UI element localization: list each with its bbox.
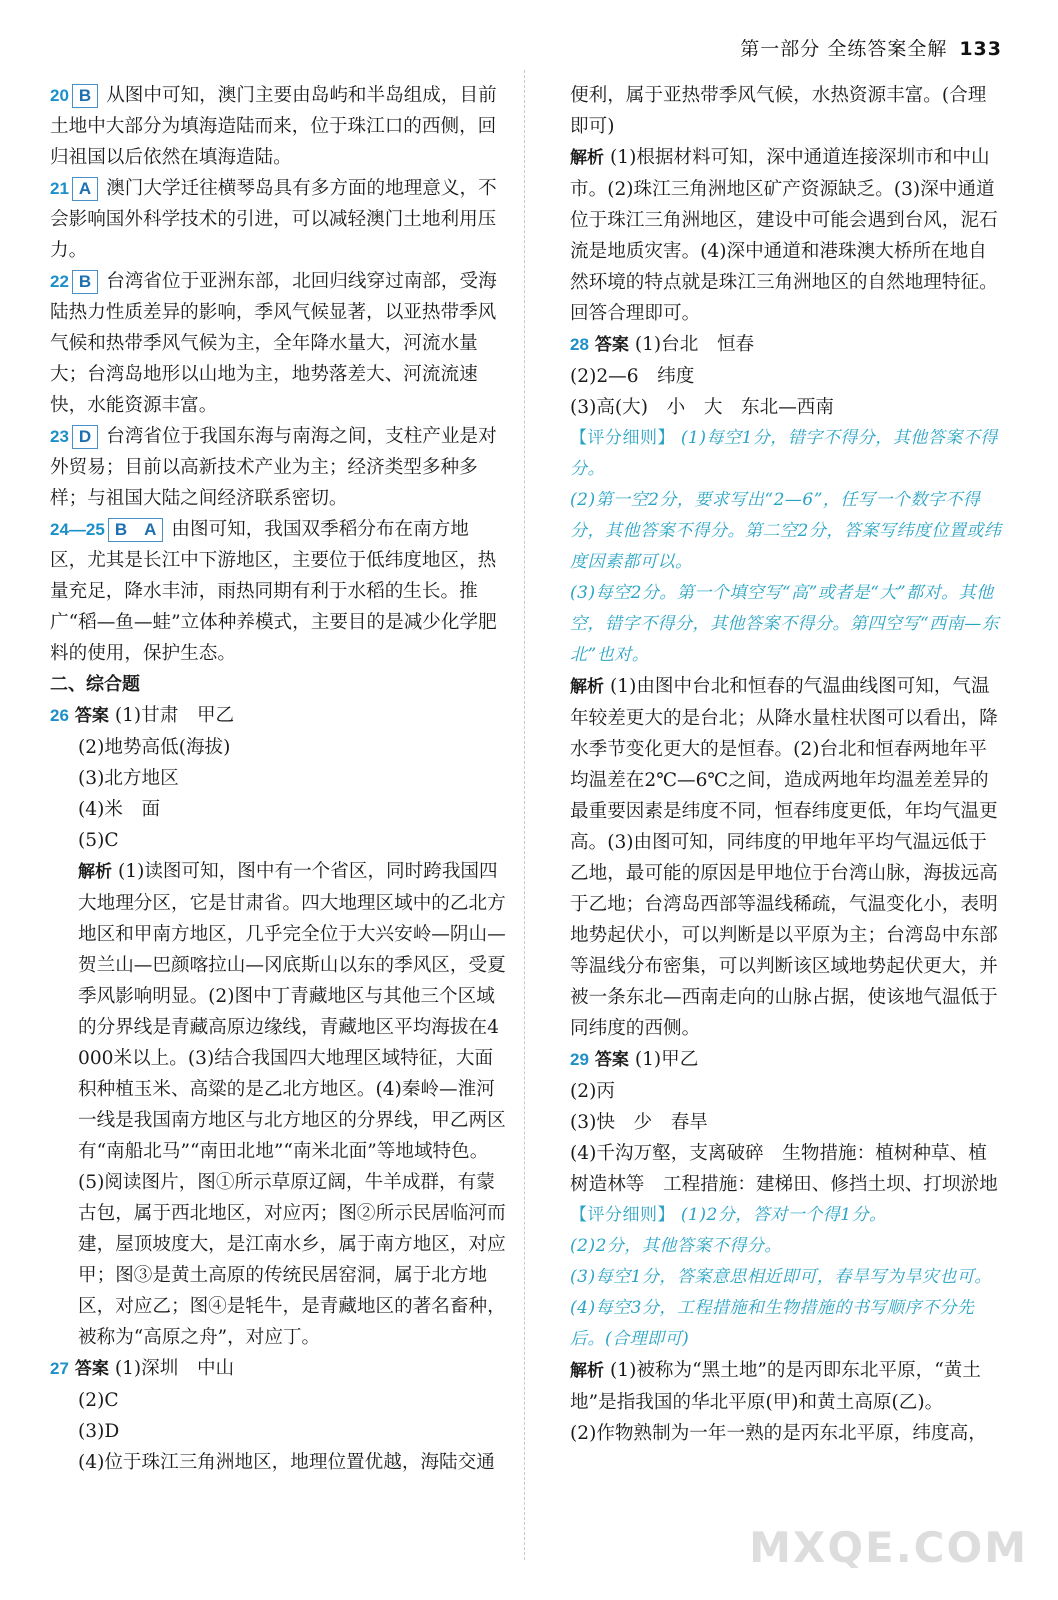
answer-line: (1)深圳 中山	[114, 1358, 235, 1379]
answer-line: (3)D	[78, 1421, 120, 1442]
question-28-analysis	[570, 671, 1004, 1044]
answer-box: B A	[108, 518, 164, 542]
analysis-tag: 解析	[570, 677, 604, 697]
answer-line: (2)丙	[570, 1081, 615, 1102]
question-27-analysis	[570, 142, 1004, 329]
answer-tag: 答案	[74, 706, 109, 726]
question-21	[50, 173, 506, 266]
question-27-answer	[50, 1353, 506, 1385]
answer-line: (1)甘肃 甲乙	[114, 705, 235, 726]
answer-tag: 答案	[594, 1050, 629, 1070]
explanation-text: 从图中可知，澳门主要由岛屿和半岛组成，目前土地中大部分为填海造陆而来，位于珠江口的西侧，回归祖国以后依然在填海造陆。	[50, 85, 497, 168]
question-number: 26	[50, 706, 69, 725]
answer-line: (2)C	[78, 1390, 119, 1411]
scoring-rule-text: (2)第一空2分，要求写出“2—6”，任写一个数字不得分，其他答案不得分。第二空2分，答案写纬度位置或纬度因素都可以。	[570, 490, 1002, 572]
page-number: 133	[959, 38, 1002, 60]
left-column	[50, 80, 506, 1478]
answer-line: (3)高(大) 小 大 东北—西南	[570, 397, 834, 418]
section-heading: 二、综合题	[50, 674, 140, 695]
column-divider	[524, 70, 525, 1560]
analysis-text: (1)被称为“黑土地”的是丙即东北平原，“黄土地”是指我国的华北平原(甲)和黄土高原(乙)。	[570, 1360, 981, 1413]
scoring-rule-tag: 【评分细则】	[570, 1205, 675, 1225]
question-26-analysis	[50, 856, 506, 1353]
question-number: 21	[50, 179, 69, 198]
header-section: 第一部分 全练答案全解	[740, 38, 948, 60]
question-number: 23	[50, 427, 69, 446]
answer-line: (2)地势高低(海拔)	[78, 737, 231, 758]
explanation-text: 澳门大学迁往横琴岛具有多方面的地理意义，不会影响国外科学技术的引进，可以减轻澳门土地利用压力。	[50, 178, 497, 261]
question-number: 24—25	[50, 520, 105, 539]
question-24-25	[50, 514, 506, 669]
answer-tag: 答案	[74, 1359, 109, 1379]
explanation-text: 台湾省位于亚洲东部，北回归线穿过南部，受海陆热力性质差异的影响，季风气候显著，以亚热带季风气候和热带季风气候为主，全年降水量大，河流水量大；台湾岛地形以山地为主，地势落差大、河流流速快，水能资源丰富。	[50, 271, 497, 416]
answer-tag: 答案	[594, 335, 629, 355]
analysis-text: (1)根据材料可知，深中通道连接深圳市和中山市。(2)珠江三角洲地区矿产资源缺乏。(3)深中通道位于珠江三角洲地区，建设中可能会遇到台风，泥石流是地质灾害。(4)深中通道和港珠澳大桥所在地自然环境的特点就是珠江三角洲地区的自然地理特征。回答合理即可。	[570, 147, 998, 324]
watermark: MXQE.COM	[749, 1523, 1028, 1572]
answer-line: (1)甲乙	[634, 1049, 699, 1070]
answer-line: (3)北方地区	[78, 768, 179, 789]
question-number: 20	[50, 86, 69, 105]
answer-box: B	[72, 84, 98, 108]
answer-box: B	[72, 270, 98, 294]
answer-box: D	[72, 425, 98, 449]
analysis-text: (2)作物熟制为一年一熟的是丙东北平原，纬度高，	[570, 1423, 987, 1444]
question-number: 22	[50, 272, 69, 291]
answer-line: (3)快 少 春旱	[570, 1112, 708, 1133]
scoring-rule-text: (4)每空3分，工程措施和生物措施的书写顺序不分先后。(合理即可)	[570, 1298, 975, 1349]
scoring-rule-text: (1)2分，答对一个得1分。	[680, 1205, 887, 1225]
explanation-text: 由图可知，我国双季稻分布在南方地区，尤其是长江中下游地区，主要位于低纬度地区，热量充足，降水丰沛，雨热同期有利于水稻的生长。推广“稻—鱼—蛙”立体种养模式，主要目的是减少化学肥料的使用，保护生态。	[50, 519, 497, 664]
scoring-rule-tag: 【评分细则】	[570, 428, 675, 448]
answer-line: (2)2—6 纬度	[570, 366, 695, 387]
scoring-rule-text: (1)每空1分，错字不得分，其他答案不得分。	[570, 428, 998, 479]
scoring-rule	[570, 1200, 1004, 1231]
answer-line: (1)台北 恒春	[634, 334, 755, 355]
answer-line: (4)米 面	[78, 799, 161, 820]
question-28-answer	[570, 329, 1004, 361]
answer-line: (4)位于珠江三角洲地区，地理位置优越，海陆交通	[78, 1452, 495, 1473]
answer-box: A	[72, 177, 98, 201]
question-number: 28	[570, 335, 589, 354]
question-20	[50, 80, 506, 173]
answer-line: (5)C	[78, 830, 119, 851]
question-22	[50, 266, 506, 421]
scoring-rule	[570, 423, 1004, 485]
right-column	[570, 80, 1004, 1449]
analysis-text: (1)由图中台北和恒春的气温曲线图可知，气温年较差更大的是台北；从降水量柱状图可以看出，降水季节变化更大的是恒春。(2)台北和恒春两地年平均温差在2℃—6℃之间，造成两地年均温差差异的最重要因素是纬度不同，恒春纬度更低，年均气温更高。(3)由图可知，同纬度的甲地年平均气温远低于乙地，最可能的原因是甲地位于台湾山脉，海拔远高于乙地；台湾岛西部等温线稀疏，气温变化小，表明地势起伏小，可以判断是以平原为主；台湾岛中东部等温线分布密集，可以判断该区域地势起伏更大，并被一条东北—西南走向的山脉占据，使该地气温低于同纬度的西侧。	[570, 676, 998, 1039]
question-26-answer	[50, 700, 506, 732]
question-number: 27	[50, 1359, 69, 1378]
question-23	[50, 421, 506, 514]
page-header	[740, 34, 1002, 61]
analysis-tag: 解析	[570, 1361, 604, 1381]
analysis-tag: 解析	[570, 148, 604, 168]
analysis-tag: 解析	[78, 862, 112, 882]
analysis-text: (1)读图可知，图中有一个省区，同时跨我国四大地理分区，它是甘肃省。四大地理区域中的乙北方地区和甲南方地区，几乎完全位于大兴安岭—阴山—贺兰山—巴颜喀拉山—冈底斯山以东的季风区，受夏季风影响明显。(2)图中丁青藏地区与其他三个区域的分界线是青藏高原边缘线，青藏地区平均海拔在4 000米以上。(3)结合我国四大地理区域特征，大面积种植玉米、高粱的是乙北方地区。(4)秦岭—淮河一线是我国南方地区与北方地区的分界线，甲乙两区有“南船北马”“南田北地”“南米北面”等地域特色。(5)阅读图片，图①所示草原辽阔，牛羊成群，有蒙古包，属于西北地区，对应丙；图②所示民居临河而建，屋顶坡度大，是江南水乡，属于南方地区，对应甲；图③是黄土高原的传统民居窑洞，属于北方地区，对应乙；图④是牦牛，是青藏地区的著名畜种，被称为“高原之舟”，对应丁。	[78, 861, 506, 1348]
question-number: 29	[570, 1050, 589, 1069]
question-29-analysis	[570, 1355, 1004, 1418]
scoring-rule-text: (3)每空1分，答案意思相近即可，春旱写为旱灾也可。	[570, 1267, 992, 1287]
scoring-rule-text: (3)每空2分。第一个填空写“高”或者是“大”都对。其他空，错字不得分，其他答案不得分。第四空写“西南—东北”也对。	[570, 583, 1000, 665]
question-29-answer	[570, 1044, 1004, 1076]
question-27-continued: 便利，属于亚热带季风气候，水热资源丰富。(合理即可)	[570, 85, 987, 137]
scoring-rule-text: (2)2分，其他答案不得分。	[570, 1236, 782, 1256]
answer-line: (4)千沟万壑，支离破碎 生物措施：植树种草、植树造林等 工程措施：建梯田、修挡土坝、打坝淤地	[570, 1143, 998, 1195]
explanation-text: 台湾省位于我国东海与南海之间，支柱产业是对外贸易；目前以高新技术产业为主；经济类型多种多样；与祖国大陆之间经济联系密切。	[50, 426, 497, 509]
